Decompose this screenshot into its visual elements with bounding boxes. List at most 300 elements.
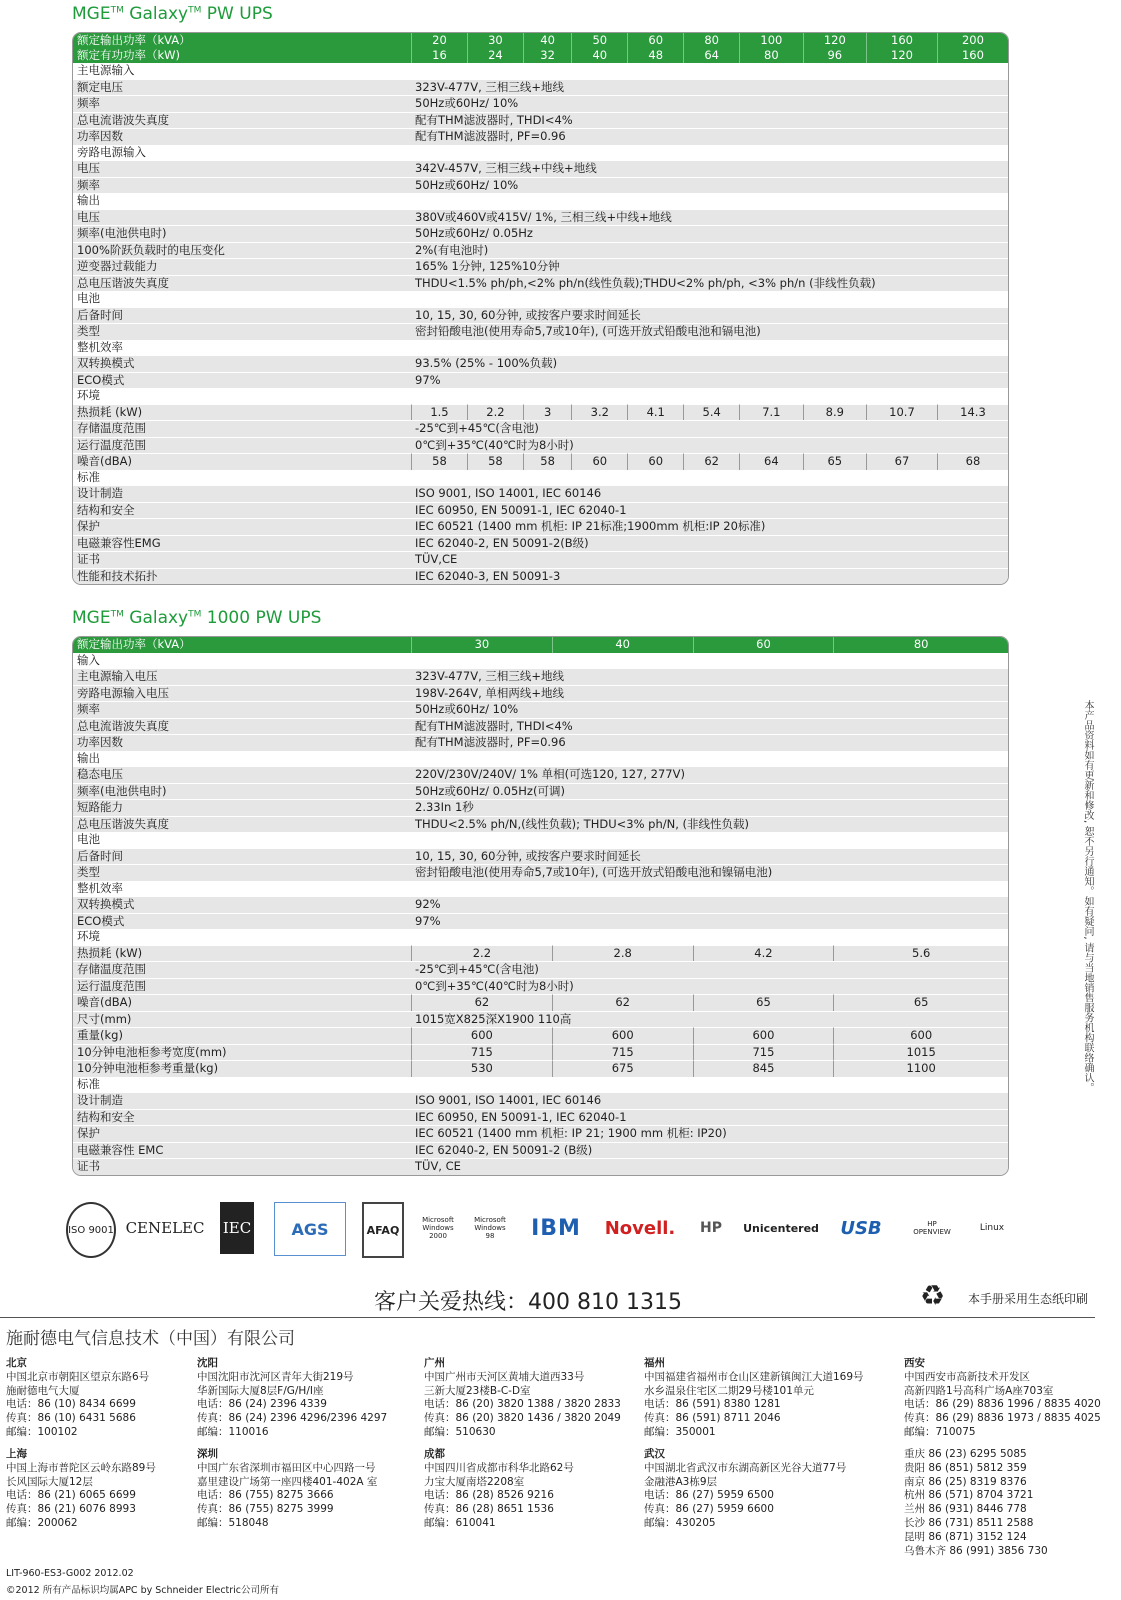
- table-row: [73, 518, 1008, 535]
- row-label: 保护: [73, 1125, 411, 1142]
- office-line: 金融港A3栋9层: [644, 1475, 718, 1488]
- customer-hotline: 客户关爱热线：400 810 1315: [374, 1290, 682, 1315]
- table-row: [73, 1092, 1008, 1109]
- row-label: 设计制造: [73, 485, 411, 502]
- table-row: [73, 1125, 1008, 1142]
- table-row: [73, 160, 1008, 177]
- value-cell: 2.8: [552, 945, 693, 962]
- table-row: [73, 225, 1008, 242]
- office-深圳: [197, 1448, 377, 1531]
- row-value: 2.33In 1秒: [411, 799, 1008, 816]
- office-福州: [644, 1357, 864, 1440]
- kw-value: 160: [961, 48, 984, 62]
- office-line: 电话：86 (755) 8275 3666: [197, 1489, 334, 1502]
- row-label: 总电流谐波失真度: [73, 718, 411, 735]
- office-line: 邮编：200062: [6, 1516, 78, 1529]
- row-label: 额定电压: [73, 79, 411, 96]
- hp-openview-logo: HP OPENVIEW: [913, 1220, 951, 1236]
- value-cell: 67: [866, 453, 937, 470]
- office-line: 长风国际大厦12层: [6, 1475, 93, 1488]
- kva-value: 40: [540, 33, 555, 47]
- value-cell: 3: [523, 404, 571, 421]
- office-西安: [904, 1357, 1101, 1440]
- table-row: [73, 734, 1008, 751]
- table-row: [73, 79, 1008, 96]
- value-cell: 58: [467, 453, 523, 470]
- kw-value: 48: [648, 48, 664, 62]
- table-row: [73, 551, 1008, 568]
- office-line: 电话：86 (20) 3820 1388 / 3820 2833: [424, 1398, 621, 1411]
- table-row: [73, 913, 1008, 930]
- office-phone: 乌鲁木齐 86 (991) 3856 730: [904, 1544, 1048, 1557]
- office-city: 武汉: [644, 1448, 665, 1460]
- row-value: -25℃到+45℃(含电池): [411, 961, 1008, 978]
- rating-cell: [627, 33, 683, 63]
- office-line: 邮编：430205: [644, 1516, 716, 1529]
- table-row: [73, 945, 1008, 962]
- office-line: 传真：86 (27) 5959 6600: [644, 1503, 774, 1516]
- table-row: [73, 1011, 1008, 1028]
- certification-logos: [66, 1202, 1016, 1258]
- row-label: 频率(电池供电时): [73, 783, 411, 800]
- row-value: 97%: [411, 372, 1008, 389]
- row-label: 类型: [73, 864, 411, 881]
- table-row: [73, 453, 1008, 470]
- table-row: [73, 128, 1008, 145]
- table-row: [73, 95, 1008, 112]
- table-row: [73, 783, 1008, 800]
- office-phone: 昆明 86 (871) 3152 124: [904, 1530, 1027, 1543]
- row-value: THDU<1.5% ph/ph,<2% ph/n(线性负载);THDU<2% ph/ph, <3% ph/n (非线性负载): [411, 275, 1008, 292]
- table-row: [73, 307, 1008, 324]
- row-value: 323V-477V, 三相三线+地线: [411, 79, 1008, 96]
- kw-value: 96: [827, 48, 843, 62]
- row-value: ISO 9001, ISO 14001, IEC 60146: [411, 485, 1008, 502]
- row-label: 频率: [73, 177, 411, 194]
- table-row: [73, 437, 1008, 454]
- section-title: 输出: [73, 751, 1008, 767]
- office-line: 邮编：110016: [197, 1425, 269, 1438]
- office-line: 三新大厦23楼B-C-D室: [424, 1384, 531, 1397]
- section-row: [73, 145, 1008, 161]
- row-label: 结构和安全: [73, 1109, 411, 1126]
- kw-value: 120: [891, 48, 913, 62]
- office-line: 嘉里建设广场第一座四楼401-402A 室: [197, 1475, 378, 1488]
- table-row: [73, 864, 1008, 881]
- value-cell: 14.3: [937, 404, 1008, 421]
- row-value: 配有THM滤波器时, THDI<4%: [411, 112, 1008, 129]
- office-沈阳: [197, 1357, 387, 1440]
- row-value: 342V-457V, 三相三线+中线+地线: [411, 160, 1008, 177]
- kw-value: 16: [432, 48, 447, 62]
- office-line: 传真：86 (20) 3820 1436 / 3820 2049: [424, 1412, 621, 1425]
- row-label: 设计制造: [73, 1092, 411, 1109]
- section-row: [73, 470, 1008, 486]
- table-row: [73, 112, 1008, 129]
- row-value: 380V或460V或415V/ 1%, 三相三线+中线+地线: [411, 209, 1008, 226]
- office-line: 水乡温泉住宅区二期29号楼101单元: [644, 1384, 814, 1397]
- value-cell: 2.2: [411, 945, 552, 962]
- rating-cell: [523, 33, 571, 63]
- kva-value: 60: [648, 33, 664, 47]
- office-line: 中国沈阳市沈河区青年大街219号: [197, 1370, 354, 1383]
- office-line: 邮编：350001: [644, 1425, 716, 1438]
- table-row: [73, 1158, 1008, 1175]
- section-row: [73, 291, 1008, 307]
- table-row: [73, 701, 1008, 718]
- value-cell: 3.2: [571, 404, 627, 421]
- section-row: [73, 388, 1008, 404]
- value-cell: 600: [833, 1027, 1008, 1044]
- row-label: 双转换模式: [73, 896, 411, 913]
- office-city: 北京: [6, 1357, 27, 1369]
- row-label: 10分钟电池柜参考重量(kg): [73, 1060, 411, 1077]
- row-value: 10, 15, 30, 60分钟, 或按客户要求时间延长: [411, 307, 1008, 324]
- row-label: 频率: [73, 95, 411, 112]
- row-label: 电磁兼容性EMG: [73, 535, 411, 552]
- office-city: 上海: [6, 1448, 27, 1460]
- table-row: [73, 568, 1008, 585]
- row-value: IEC 60950, EN 50091-1, IEC 62040-1: [411, 502, 1008, 519]
- row-value: IEC 60521 (1400 mm 机柜: IP 21标准;1900mm 机柜:IP 20标准): [411, 518, 1008, 535]
- office-line: 邮编：610041: [424, 1516, 496, 1529]
- table-row: [73, 1060, 1008, 1077]
- row-label: ECO模式: [73, 372, 411, 389]
- value-cell: 715: [693, 1044, 834, 1061]
- table1-title: MGE™ Galaxy™ PW UPS: [72, 4, 273, 24]
- office-line: 传真：86 (21) 6076 8993: [6, 1503, 136, 1516]
- row-label: 存储温度范围: [73, 420, 411, 437]
- row-label: 电压: [73, 160, 411, 177]
- section-row: [73, 340, 1008, 356]
- value-cell: 4.2: [693, 945, 834, 962]
- office-line: 力宝大厦南塔2208室: [424, 1475, 525, 1488]
- row-label: 运行温度范围: [73, 437, 411, 454]
- value-cell: 715: [552, 1044, 693, 1061]
- table-row: [73, 485, 1008, 502]
- windows-2000-logo: Microsoft Windows 2000: [422, 1216, 454, 1240]
- office-phone: 贵阳 86 (851) 5812 359: [904, 1461, 1027, 1474]
- row-label: 总电压谐波失真度: [73, 275, 411, 292]
- row-label: 频率: [73, 701, 411, 718]
- section-row: [73, 193, 1008, 209]
- office-line: 中国北京市朝阳区望京东路6号: [6, 1370, 150, 1383]
- kva-label: 额定输出功率（kVA）: [77, 33, 191, 47]
- value-cell: 62: [683, 453, 739, 470]
- table-row: [73, 258, 1008, 275]
- row-label: 逆变器过载能力: [73, 258, 411, 275]
- office-line: 电话：86 (29) 8836 1996 / 8835 4020: [904, 1398, 1101, 1411]
- row-label: 证书: [73, 551, 411, 568]
- table-row: [73, 978, 1008, 995]
- section-row: [73, 1077, 1008, 1093]
- cenelec-logo: CENELEC: [125, 1219, 205, 1237]
- office-city: 沈阳: [197, 1357, 218, 1369]
- rating-cell: [739, 33, 802, 63]
- office-line: 电话：86 (10) 8434 6699: [6, 1398, 136, 1411]
- row-value: 配有THM滤波器时, PF=0.96: [411, 734, 1008, 751]
- row-label: 结构和安全: [73, 502, 411, 519]
- kw-value: 64: [704, 48, 719, 62]
- row-label: 噪音(dBA): [73, 994, 411, 1011]
- row-value: 10, 15, 30, 60分钟, 或按客户要求时间延长: [411, 848, 1008, 865]
- value-cell: 5.6: [833, 945, 1008, 962]
- table-row: [73, 961, 1008, 978]
- unicentered-logo: Unicentered: [743, 1221, 819, 1235]
- row-value: ISO 9001, ISO 14001, IEC 60146: [411, 1092, 1008, 1109]
- section-title: 整机效率: [73, 881, 1008, 897]
- row-value: 198V-264V, 单相两线+地线: [411, 685, 1008, 702]
- row-label: 电磁兼容性 EMC: [73, 1142, 411, 1159]
- row-label: 总电压谐波失真度: [73, 816, 411, 833]
- value-cell: 1100: [833, 1060, 1008, 1077]
- value-cell: 65: [803, 453, 866, 470]
- table-row: [73, 372, 1008, 389]
- value-cell: 62: [552, 994, 693, 1011]
- side-note: 本产品资料如有更新和修改, 恕不另行通知。如有疑问, 请与当地销售服务机构联络确认。: [1082, 700, 1093, 1093]
- row-value: THDU<2.5% ph/N,(线性负载); THDU<3% ph/N, (非线性负载): [411, 816, 1008, 833]
- table-row: [73, 420, 1008, 437]
- value-cell: 845: [693, 1060, 834, 1077]
- office-line: 华新国际大厦8层F/G/H/I座: [197, 1384, 324, 1397]
- office-上海: [6, 1448, 156, 1531]
- row-value: TÜV,CE: [411, 551, 1008, 568]
- row-label: 100%阶跃负载时的电压变化: [73, 242, 411, 259]
- value-cell: 60: [627, 453, 683, 470]
- rating-cell: [683, 33, 739, 63]
- kva-value: 50: [592, 33, 608, 47]
- office-line: 中国西安市高新技术开发区: [904, 1370, 1030, 1383]
- office-line: 邮编：518048: [197, 1516, 269, 1529]
- kva-value: 200: [961, 33, 984, 47]
- value-cell: 4.1: [627, 404, 683, 421]
- office-line: 邮编：710075: [904, 1425, 976, 1438]
- office-line: 中国上海市普陀区云岭东路89号: [6, 1461, 156, 1474]
- office-广州: [424, 1357, 621, 1440]
- eco-paper-note: 本手册采用生态纸印刷: [968, 1292, 1089, 1306]
- kva-value: 30: [411, 637, 552, 653]
- office-line: 中国湖北省武汉市东湖高新区光谷大道77号: [644, 1461, 847, 1474]
- row-value: IEC 62040-2, EN 50091-2 (B级): [411, 1142, 1008, 1159]
- row-label: 功率因数: [73, 734, 411, 751]
- value-cell: 530: [411, 1060, 552, 1077]
- office-line: 电话：86 (591) 8380 1281: [644, 1398, 781, 1411]
- ags-logo: AGS: [274, 1202, 346, 1256]
- value-cell: 7.1: [739, 404, 802, 421]
- table-row: [73, 1142, 1008, 1159]
- kva-value: 40: [552, 637, 693, 653]
- kva-label: 额定输出功率（kVA）: [73, 637, 411, 653]
- office-line: 电话：86 (27) 5959 6500: [644, 1489, 774, 1502]
- section-row: [73, 751, 1008, 767]
- header-row: [73, 33, 1008, 63]
- row-value: 165% 1分钟, 125%10分钟: [411, 258, 1008, 275]
- other-offices: [904, 1448, 1048, 1558]
- kva-value: 30: [488, 33, 503, 47]
- rating-cell: [467, 33, 523, 63]
- kva-value: 100: [760, 33, 783, 47]
- office-line: 传真：86 (24) 2396 4296/2396 4297: [197, 1412, 388, 1425]
- row-value: 2%(有电池时): [411, 242, 1008, 259]
- office-city: 深圳: [197, 1448, 218, 1460]
- kva-value: 60: [693, 637, 834, 653]
- literature-code: LIT-960-ES3-G002 2012.02: [6, 1568, 134, 1579]
- kw-value: 32: [540, 48, 555, 62]
- office-phone: 南京 86 (25) 8319 8376: [904, 1475, 1027, 1488]
- iec-logo: IEC: [220, 1202, 254, 1254]
- section-title: 环境: [73, 929, 1008, 945]
- rating-cell: [571, 33, 627, 63]
- row-value: 50Hz或60Hz/ 0.05Hz: [411, 225, 1008, 242]
- table-row: [73, 323, 1008, 340]
- section-title: 电池: [73, 291, 1008, 307]
- divider: [0, 1317, 1095, 1318]
- office-成都: [424, 1448, 574, 1531]
- row-value: 50Hz或60Hz/ 0.05Hz(可调): [411, 783, 1008, 800]
- row-value: 92%: [411, 896, 1008, 913]
- value-cell: 65: [833, 994, 1008, 1011]
- usb-logo: USB: [840, 1217, 882, 1239]
- table-row: [73, 502, 1008, 519]
- rating-cell: [937, 33, 1008, 63]
- hp-logo: HP: [700, 1220, 722, 1236]
- novell-logo: Novell.: [604, 1217, 676, 1239]
- row-label: 热损耗 (kW): [73, 945, 411, 962]
- row-value: IEC 62040-2, EN 50091-2(B级): [411, 535, 1008, 552]
- table-row: [73, 718, 1008, 735]
- table-row: [73, 799, 1008, 816]
- table-row: [73, 535, 1008, 552]
- section-title: 环境: [73, 388, 1008, 404]
- section-row: [73, 653, 1008, 669]
- row-label: 后备时间: [73, 307, 411, 324]
- kva-value: 160: [891, 33, 913, 47]
- row-label: 旁路电源输入电压: [73, 685, 411, 702]
- row-label: 保护: [73, 518, 411, 535]
- office-city: 成都: [424, 1448, 445, 1460]
- value-cell: 64: [739, 453, 802, 470]
- office-city: 广州: [424, 1357, 445, 1369]
- row-label: 双转换模式: [73, 355, 411, 372]
- value-cell: 65: [693, 994, 834, 1011]
- table-row: [73, 275, 1008, 292]
- table-row: [73, 209, 1008, 226]
- value-cell: 58: [411, 453, 467, 470]
- row-label: 主电源输入电压: [73, 668, 411, 685]
- row-label: 性能和技术拓扑: [73, 568, 411, 585]
- row-value: 0℃到+35℃(40℃时为8小时): [411, 978, 1008, 995]
- office-line: 传真：86 (10) 6431 5686: [6, 1412, 136, 1425]
- section-row: [73, 832, 1008, 848]
- table-row: [73, 355, 1008, 372]
- row-value: IEC 60950, EN 50091-1, IEC 62040-1: [411, 1109, 1008, 1126]
- row-value: 1015宽X825深X1900 110高: [411, 1011, 1008, 1028]
- value-cell: 2.2: [467, 404, 523, 421]
- value-cell: 600: [552, 1027, 693, 1044]
- section-title: 输入: [73, 653, 1008, 669]
- office-line: 中国广州市天河区黄埔大道西33号: [424, 1370, 585, 1383]
- office-line: 中国广东省深圳市福田区中心四路一号: [197, 1461, 376, 1474]
- value-cell: 600: [411, 1027, 552, 1044]
- table-row: [73, 242, 1008, 259]
- row-label: 尺寸(mm): [73, 1011, 411, 1028]
- office-line: 电话：86 (24) 2396 4339: [197, 1398, 327, 1411]
- row-label: 类型: [73, 323, 411, 340]
- section-title: 标准: [73, 1077, 1008, 1093]
- row-label: 重量(kg): [73, 1027, 411, 1044]
- row-value: 配有THM滤波器时, PF=0.96: [411, 128, 1008, 145]
- office-phone: 兰州 86 (931) 8446 778: [904, 1503, 1027, 1516]
- iso-9001-logo: ISO 9001: [66, 1202, 116, 1258]
- row-value: -25℃到+45℃(含电池): [411, 420, 1008, 437]
- row-label: 热损耗 (kW): [73, 404, 411, 421]
- row-label: 存储温度范围: [73, 961, 411, 978]
- section-row: [73, 63, 1008, 79]
- linux-logo: Linux: [979, 1223, 1005, 1233]
- office-line: 电话：86 (28) 8526 9216: [424, 1489, 554, 1502]
- rating-cell: [411, 33, 467, 63]
- table-row: [73, 766, 1008, 783]
- table-row: [73, 1109, 1008, 1126]
- value-cell: 675: [552, 1060, 693, 1077]
- row-value: 密封铅酸电池(使用寿命5,7或10年), (可选开放式铅酸电池和镍镉电池): [411, 864, 1008, 881]
- office-line: 传真：86 (591) 8711 2046: [644, 1412, 781, 1425]
- kva-value: 80: [704, 33, 719, 47]
- row-label: 功率因数: [73, 128, 411, 145]
- row-label: 后备时间: [73, 848, 411, 865]
- row-label: 稳态电压: [73, 766, 411, 783]
- row-value: IEC 62040-3, EN 50091-3: [411, 568, 1008, 585]
- office-line: 传真：86 (755) 8275 3999: [197, 1503, 334, 1516]
- value-cell: 1.5: [411, 404, 467, 421]
- table2-title: MGE™ Galaxy™ 1000 PW UPS: [72, 608, 322, 628]
- header-row: [73, 637, 1008, 653]
- kva-value: 120: [823, 33, 846, 47]
- table-row: [73, 668, 1008, 685]
- office-line: 传真：86 (28) 8651 1536: [424, 1503, 554, 1516]
- row-value: 93.5% (25% - 100%负载): [411, 355, 1008, 372]
- copyright: ©2012 所有产品标识均属APC by Schneider Electric公司所有: [6, 1585, 280, 1596]
- section-title: 整机效率: [73, 340, 1008, 356]
- value-cell: 60: [571, 453, 627, 470]
- section-title: 输出: [73, 193, 1008, 209]
- row-label: 电压: [73, 209, 411, 226]
- office-line: 高新四路1号高科广场A座703室: [904, 1384, 1054, 1397]
- kw-value: 80: [764, 48, 779, 62]
- header-label: [73, 33, 411, 63]
- office-line: 中国四川省成都市科华北路62号: [424, 1461, 574, 1474]
- recycle-icon: ♻: [920, 1279, 946, 1312]
- table-row: [73, 816, 1008, 833]
- galaxy-pw-spec-table: [72, 32, 1009, 585]
- table-row: [73, 896, 1008, 913]
- row-label: 总电流谐波失真度: [73, 112, 411, 129]
- row-value: 50Hz或60Hz/ 10%: [411, 95, 1008, 112]
- table-row: [73, 685, 1008, 702]
- value-cell: 600: [693, 1027, 834, 1044]
- section-title: 标准: [73, 470, 1008, 486]
- section-row: [73, 929, 1008, 945]
- kw-label: 额定有功功率（kW): [77, 48, 181, 62]
- row-value: TÜV, CE: [411, 1158, 1008, 1175]
- value-cell: 62: [411, 994, 552, 1011]
- value-cell: 8.9: [803, 404, 866, 421]
- ibm-logo: IBM: [531, 1215, 581, 1241]
- afaq-logo: AFAQ: [362, 1202, 404, 1258]
- office-phone: 重庆 86 (23) 6295 5085: [904, 1448, 1027, 1460]
- rating-cell: [803, 33, 866, 63]
- row-value: 50Hz或60Hz/ 10%: [411, 177, 1008, 194]
